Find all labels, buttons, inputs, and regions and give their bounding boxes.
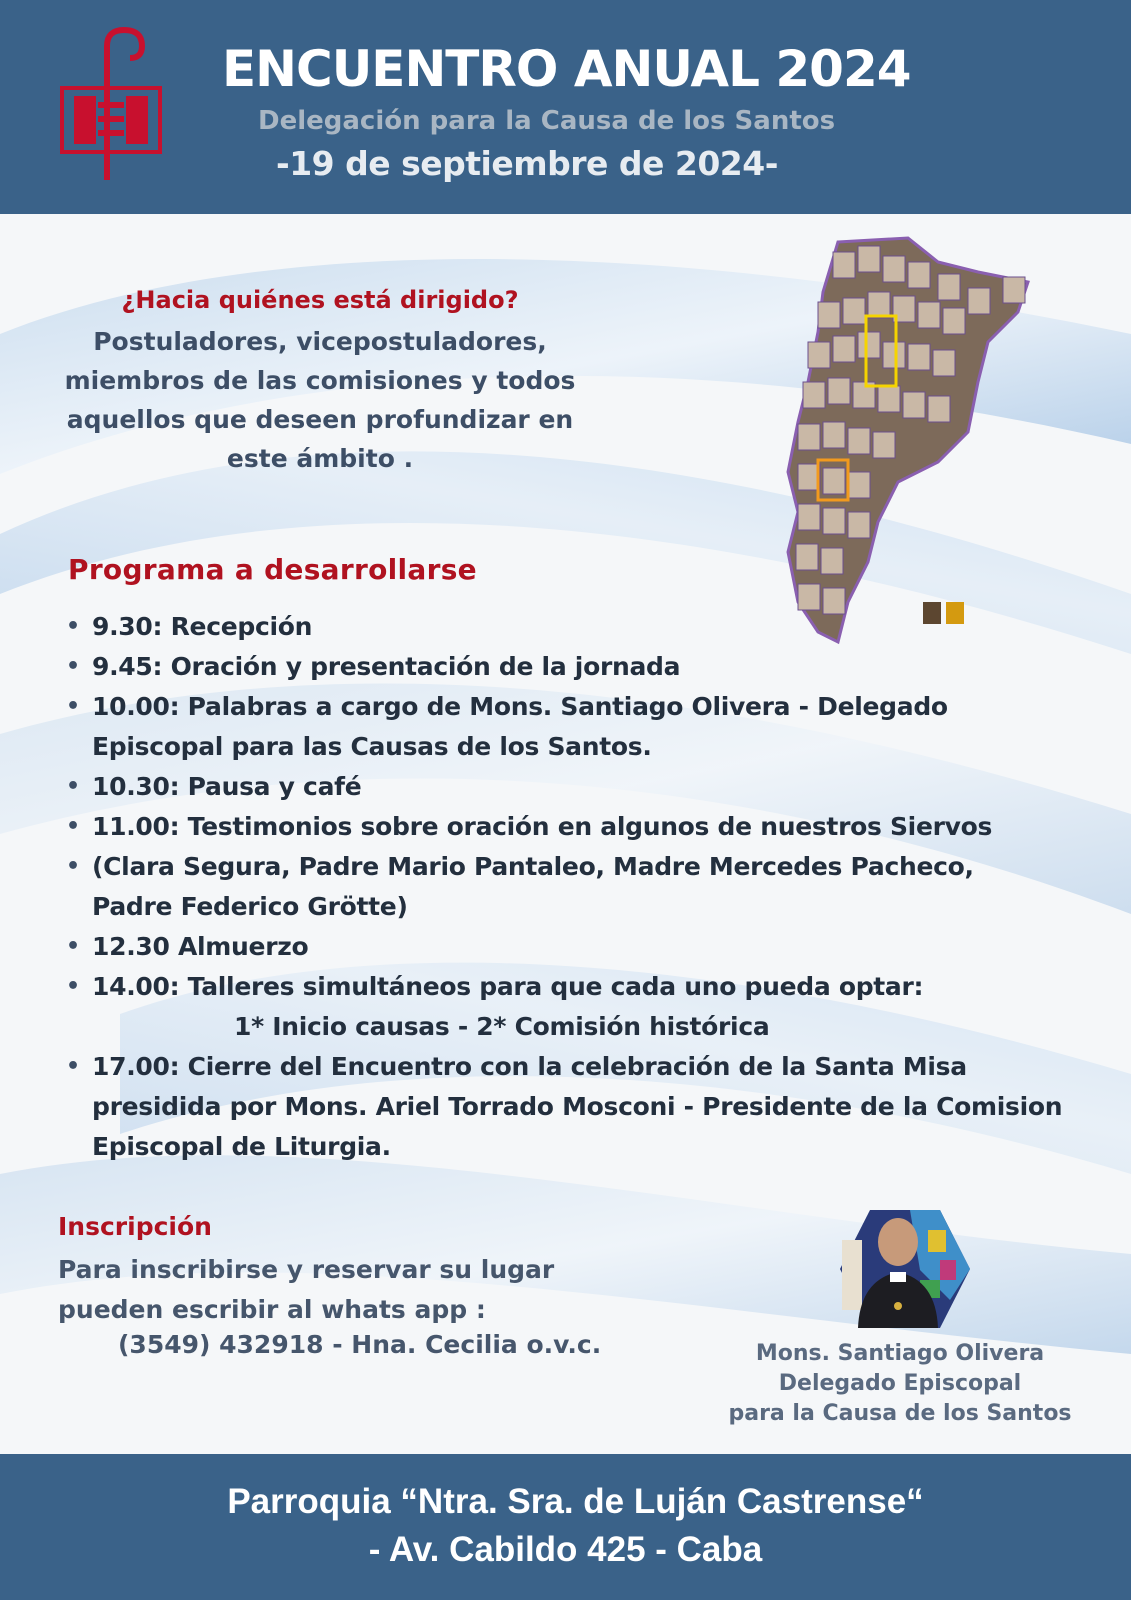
program-item-subline: 1* Inicio causas - 2* Comisión histórica — [234, 1012, 770, 1041]
program-item-text: (Clara Segura, Padre Mario Pantaleo, Madre Mercedes Pacheco, — [92, 852, 974, 881]
bishop-caption — [715, 1339, 1085, 1429]
audience-question: ¿Hacia quiénes está dirigido? — [121, 286, 519, 314]
venue-name: Parroquia “Ntra. Sra. de Luján Castrense“ — [227, 1482, 924, 1521]
audience-line: aquellos que deseen profundizar en — [66, 405, 574, 434]
episcopal-logo-icon — [52, 26, 170, 186]
audience-line: Postuladores, vicepostuladores, — [93, 327, 547, 356]
event-title: ENCUENTRO ANUAL 2024 — [222, 40, 911, 98]
event-date: -19 de septiembre de 2024- — [276, 144, 778, 183]
program-item-text: 17.00: Cierre del Encuentro con la celebración de la Santa Misa — [92, 1052, 967, 1081]
footer-banner — [0, 1454, 1131, 1600]
venue-address: - Av. Cabildo 425 - Caba — [368, 1530, 763, 1569]
audience-description — [60, 322, 580, 478]
program-item-text: 12.30 Almuerzo — [92, 932, 309, 961]
audience-line: miembros de las comisiones y todos — [64, 366, 576, 395]
program-item-continuation: Padre Federico Grötte) — [92, 892, 408, 921]
program-item — [66, 1047, 1066, 1167]
registration-line: Para inscribirse y reservar su lugar — [58, 1255, 555, 1284]
program-list — [66, 607, 1066, 1167]
program-item-continuation: Episcopal para las Causas de los Santos. — [92, 732, 652, 761]
program-item-text: 14.00: Talleres simultáneos para que cada uno pueda optar: — [92, 972, 924, 1001]
registration-phone: (3549) 432918 - Hna. Cecilia o.v.c. — [118, 1330, 602, 1359]
registration-line: pueden escribir al whats app : — [58, 1295, 486, 1324]
program-item-text: 10.00: Palabras a cargo de Mons. Santiago Olivera - Delegado — [92, 692, 948, 721]
program-item — [66, 847, 1066, 927]
program-item — [66, 967, 1066, 1047]
event-subtitle: Delegación para la Causa de los Santos — [258, 106, 836, 136]
registration-title: Inscripción — [58, 1212, 212, 1241]
program-item — [66, 927, 1066, 967]
program-item-continuation: Episcopal de Liturgia. — [92, 1132, 391, 1161]
program-title: Programa a desarrollarse — [68, 553, 477, 586]
program-item-text: 9.45: Oración y presentación de la jornada — [92, 652, 681, 681]
audience-line: este ámbito . — [226, 444, 414, 473]
bishop-portrait-image — [840, 1210, 970, 1328]
program-item-text: 9.30: Recepción — [92, 612, 313, 641]
bishop-role: para la Causa de los Santos — [728, 1401, 1072, 1426]
program-item-text: 11.00: Testimonios sobre oración en algunos de nuestros Siervos — [92, 812, 993, 841]
program-item — [66, 687, 1066, 767]
program-item — [66, 807, 1066, 847]
bishop-role: Delegado Episcopal — [778, 1371, 1022, 1396]
program-item-continuation: presidida por Mons. Ariel Torrado Mosconi - Presidente de la Comision — [92, 1092, 1063, 1121]
argentina-saints-map-image — [778, 232, 1068, 662]
program-item-text: 10.30: Pausa y café — [92, 772, 362, 801]
registration-instructions — [58, 1250, 618, 1330]
bishop-name: Mons. Santiago Olivera — [755, 1341, 1045, 1366]
program-item — [66, 767, 1066, 807]
program-item — [66, 607, 1066, 647]
program-item — [66, 647, 1066, 687]
